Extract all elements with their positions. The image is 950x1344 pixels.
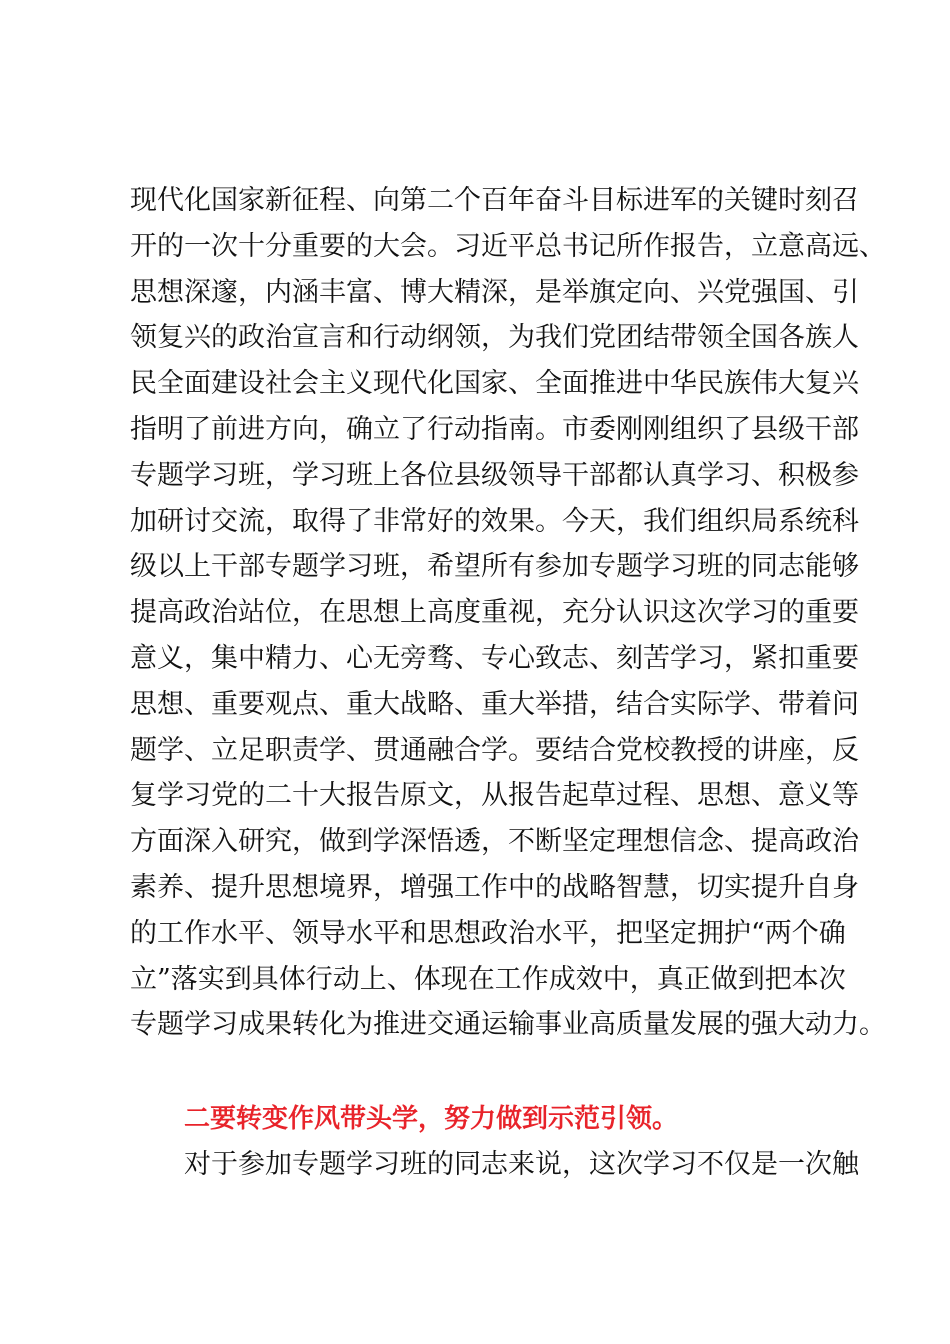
section-heading: 二要转变作风带头学，努力做到示范引领。 [184, 1104, 679, 1134]
paragraph-line: 意义，集中精力、心无旁骛、专心致志、刻苦学习，紧扣重要 [130, 642, 859, 674]
paragraph-line: 领复兴的政治宣言和行动纲领，为我们党团结带领全国各族人 [130, 322, 859, 354]
paragraph-line: 方面深入研究，做到学深悟透，不断坚定理想信念、提高政治 [130, 826, 859, 858]
paragraph-line: 级以上干部专题学习班，希望所有参加专题学习班的同志能够 [130, 551, 859, 583]
body-paragraph [130, 178, 886, 1048]
paragraph-first-line: 对于参加专题学习班的同志来说，这次学习不仅是一次触 [184, 1149, 859, 1180]
paragraph-line: 民全面建设社会主义现代化国家、全面推进中华民族伟大复兴 [130, 368, 859, 400]
paragraph-line: 素养、提升思想境界，增强工作中的战略智慧，切实提升自身 [130, 871, 859, 903]
paragraph-line: 复学习党的二十大报告原文，从报告起草过程、思想、意义等 [130, 780, 859, 812]
paragraph-line: 提高政治站位，在思想上高度重视，充分认识这次学习的重要 [130, 597, 859, 629]
paragraph-line: 立”落实到具体行动上、体现在工作成效中，真正做到把本次 [130, 963, 846, 995]
paragraph-line: 的工作水平、领导水平和思想政治水平，把坚定拥护“两个确 [130, 917, 846, 949]
paragraph-line: 加研讨交流，取得了非常好的效果。今天，我们组织局系统科 [130, 505, 859, 537]
paragraph-line: 思想深邃，内涵丰富、博大精深，是举旗定向、兴党强国、引 [130, 276, 859, 308]
paragraph-line: 专题学习成果转化为推进交通运输事业高质量发展的强大动力。 [130, 1009, 886, 1041]
paragraph-line: 思想、重要观点、重大战略、重大举措，结合实际学、带着问 [130, 688, 859, 720]
paragraph-line: 现代化国家新征程、向第二个百年奋斗目标进军的关键时刻召 [130, 185, 859, 216]
paragraph-line: 开的一次十分重要的大会。习近平总书记所作报告，立意高远、 [130, 230, 886, 262]
paragraph-line: 专题学习班，学习班上各位县级领导干部都认真学习、积极参 [130, 459, 859, 491]
paragraph-line: 题学、立足职责学、贯通融合学。要结合党校教授的讲座，反 [130, 734, 859, 766]
paragraph-line: 指明了前进方向，确立了行动指南。市委刚刚组织了县级干部 [130, 413, 859, 445]
